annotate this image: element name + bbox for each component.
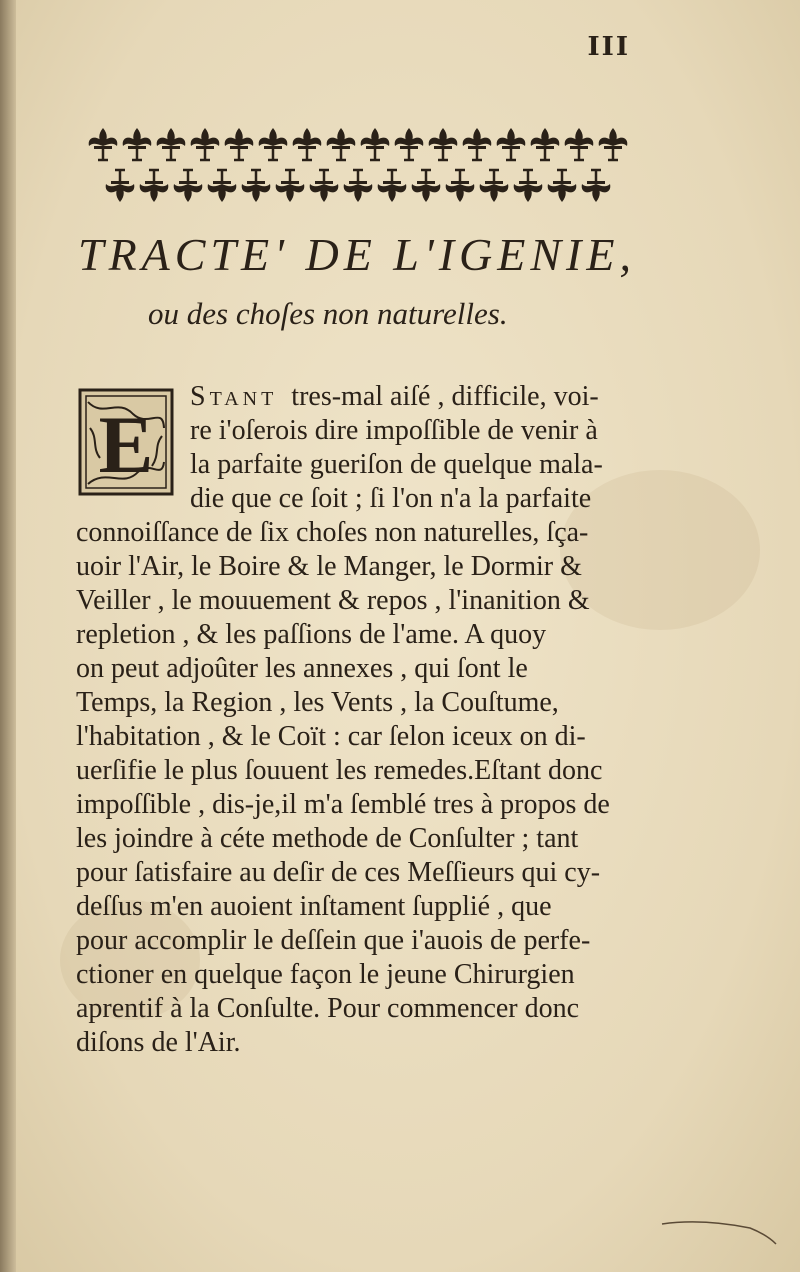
page-gutter-shadow [0,0,16,1272]
text-line: re i'oſerois dire impoſſible de venir à [190,415,598,446]
text-line: ctioner en quelque façon le jeune Chirurgien [76,959,575,990]
chapter-subtitle: ou des choſes non naturelles. [148,296,508,331]
text-line: pour ſatisfaire au deſir de ces Meſſieurs qui cy- [76,857,601,888]
text-line: Temps, la Region , les Vents , la Couſtume, [76,687,559,718]
paper-crease-mark [660,1210,780,1250]
text-line: uerſifie le plus ſouuent les remedes.Eſtant donc [76,755,603,786]
page-number: III [587,32,630,62]
decorated-initial [78,388,174,496]
text-line: deſſus m'en auoient inſtament ſupplié , que [76,891,552,922]
text-line: Veiller , le mouuement & repos , l'inanition & [76,585,590,616]
text-line: l'habitation , & le Coït : car ſelon iceux on di- [76,721,586,752]
text-line: aprentif à la Conſulte. Pour commencer donc [76,993,580,1024]
text-line: die que ce ſoit ; ſi l'on n'a la parfaite [190,483,592,514]
fleuron-ornament-band [85,118,635,210]
lead-word: Stant [190,381,278,412]
text-line: les joindre à céte methode de Conſulter ; tant [76,823,579,854]
text-line: connoiſſance de ſix choſes non naturelles, ſça- [76,517,589,548]
text-line: pour accomplir le deſſein que i'auois de perfe- [76,925,591,956]
text-line: on peut adjoûter les annexes , qui ſont le [76,653,528,684]
text-line [190,380,599,414]
svg-text:E: E [98,399,154,490]
text-line: repletion , & les paſſions de l'ame. A quoy [76,619,547,650]
text-line: la parfaite gueriſon de quelque mala- [190,449,603,480]
text-line: impoſſible , dis-je,il m'a ſemblé tres à propos de [76,789,610,820]
text-line: diſons de l'Air. [76,1027,241,1058]
chapter-title: TRACTE' DE L'IGENIE, [78,229,636,280]
text-line: uoir l'Air, le Boire & le Manger, le Dormir & [76,551,582,582]
text-line-content: tres-mal aiſé , difficile, voi- [291,381,599,412]
